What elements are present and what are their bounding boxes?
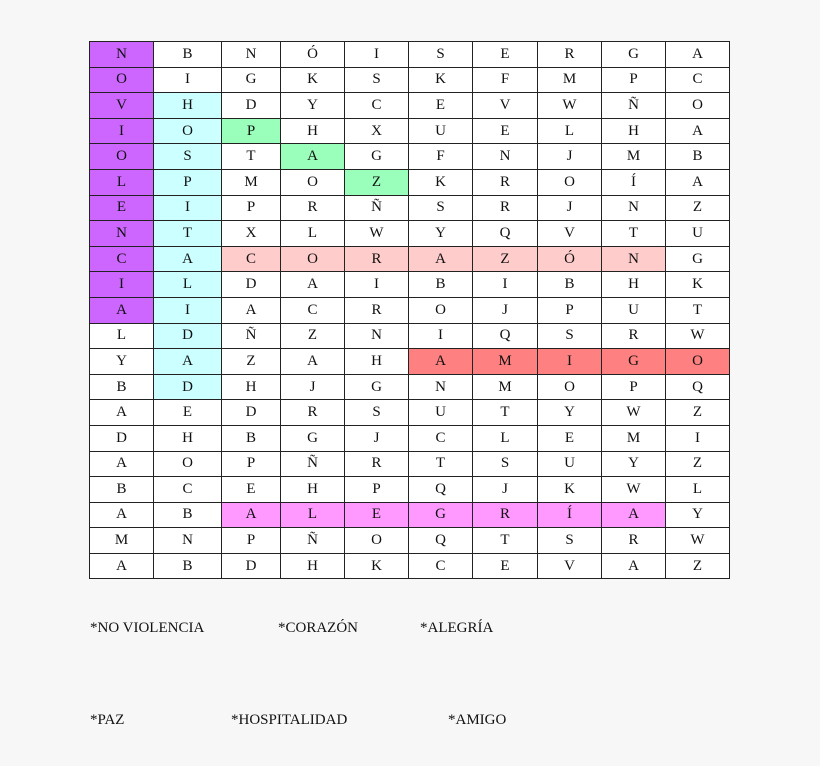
grid-cell: K — [538, 477, 602, 503]
grid-cell: V — [538, 553, 602, 579]
grid-cell: D — [222, 400, 281, 426]
highlighted-cell: V — [90, 93, 154, 119]
grid-cell: P — [602, 374, 666, 400]
grid-cell: N — [222, 42, 281, 68]
word-search-grid — [89, 41, 730, 579]
grid-cell: C — [409, 553, 473, 579]
grid-cell: G — [345, 374, 409, 400]
word-paz: *PAZ — [90, 712, 125, 728]
grid-row — [90, 272, 730, 298]
grid-cell: H — [154, 425, 222, 451]
grid-cell: A — [666, 42, 730, 68]
highlighted-cell: A — [154, 246, 222, 272]
grid-cell: T — [602, 221, 666, 247]
grid-cell: B — [90, 477, 154, 503]
word-amigo: *AMIGO — [448, 712, 507, 728]
grid-row — [90, 400, 730, 426]
grid-cell: R — [281, 400, 345, 426]
word-alegria: *ALEGRÍA — [420, 620, 494, 636]
highlighted-cell: H — [154, 93, 222, 119]
grid-cell: S — [345, 67, 409, 93]
highlighted-cell: O — [666, 349, 730, 375]
highlighted-cell: L — [281, 502, 345, 528]
highlighted-cell: N — [90, 221, 154, 247]
grid-cell: G — [345, 144, 409, 170]
grid-cell: U — [538, 451, 602, 477]
grid-row — [90, 195, 730, 221]
grid-cell: W — [666, 323, 730, 349]
grid-cell: S — [538, 528, 602, 554]
grid-row — [90, 451, 730, 477]
highlighted-cell: N — [90, 42, 154, 68]
grid-cell: A — [281, 272, 345, 298]
grid-cell: J — [345, 425, 409, 451]
highlighted-cell: L — [90, 169, 154, 195]
grid-cell: Ó — [281, 42, 345, 68]
highlighted-cell: M — [473, 349, 538, 375]
grid-cell: M — [222, 169, 281, 195]
grid-cell: Ñ — [281, 528, 345, 554]
grid-cell: R — [345, 297, 409, 323]
grid-cell: M — [602, 144, 666, 170]
highlighted-cell: S — [154, 144, 222, 170]
grid-cell: Z — [666, 195, 730, 221]
highlighted-cell: A — [281, 144, 345, 170]
grid-cell: R — [602, 528, 666, 554]
highlighted-cell: I — [538, 349, 602, 375]
grid-cell: U — [602, 297, 666, 323]
grid-cell: Y — [281, 93, 345, 119]
grid-cell: A — [666, 169, 730, 195]
grid-cell: N — [154, 528, 222, 554]
grid-cell: Q — [409, 528, 473, 554]
highlighted-cell: E — [90, 195, 154, 221]
grid-cell: M — [538, 67, 602, 93]
grid-cell: I — [409, 323, 473, 349]
grid-cell: H — [602, 272, 666, 298]
grid-cell: K — [409, 67, 473, 93]
grid-cell: A — [281, 349, 345, 375]
grid-cell: Y — [409, 221, 473, 247]
grid-cell: V — [473, 93, 538, 119]
grid-cell: B — [222, 425, 281, 451]
grid-cell: Z — [666, 400, 730, 426]
grid-cell: L — [90, 323, 154, 349]
highlighted-cell: O — [90, 144, 154, 170]
grid-cell: O — [281, 169, 345, 195]
grid-cell: C — [409, 425, 473, 451]
grid-row — [90, 553, 730, 579]
grid-row — [90, 118, 730, 144]
highlighted-cell: D — [154, 374, 222, 400]
grid-cell: K — [666, 272, 730, 298]
highlighted-cell: A — [409, 246, 473, 272]
highlighted-cell: Z — [473, 246, 538, 272]
grid-cell: Ñ — [222, 323, 281, 349]
grid-cell: A — [90, 451, 154, 477]
highlighted-cell: C — [90, 246, 154, 272]
highlighted-cell: A — [409, 349, 473, 375]
grid-row — [90, 221, 730, 247]
grid-cell: B — [666, 144, 730, 170]
grid-cell: L — [473, 425, 538, 451]
highlighted-cell: I — [90, 272, 154, 298]
grid-cell: I — [154, 67, 222, 93]
grid-cell: C — [345, 93, 409, 119]
highlighted-cell: A — [222, 502, 281, 528]
grid-cell: Z — [666, 553, 730, 579]
grid-cell: M — [473, 374, 538, 400]
highlighted-cell: D — [154, 323, 222, 349]
grid-row — [90, 42, 730, 68]
grid-cell: E — [473, 118, 538, 144]
grid-cell: L — [666, 477, 730, 503]
grid-cell: T — [473, 528, 538, 554]
grid-cell: L — [538, 118, 602, 144]
grid-cell: M — [602, 425, 666, 451]
highlighted-cell: G — [409, 502, 473, 528]
grid-cell: W — [345, 221, 409, 247]
grid-cell: E — [154, 400, 222, 426]
grid-cell: P — [222, 451, 281, 477]
grid-cell: C — [281, 297, 345, 323]
highlighted-cell: L — [154, 272, 222, 298]
grid-cell: R — [473, 195, 538, 221]
highlighted-cell: Z — [345, 169, 409, 195]
grid-row — [90, 374, 730, 400]
grid-cell: J — [538, 144, 602, 170]
highlighted-cell: A — [602, 502, 666, 528]
grid-cell: U — [409, 400, 473, 426]
highlighted-cell: C — [222, 246, 281, 272]
highlighted-cell: I — [154, 297, 222, 323]
grid-cell: C — [154, 477, 222, 503]
grid-cell: Ñ — [602, 93, 666, 119]
highlighted-cell: P — [222, 118, 281, 144]
grid-cell: F — [473, 67, 538, 93]
highlighted-cell: R — [345, 246, 409, 272]
grid-cell: Ñ — [345, 195, 409, 221]
grid-cell: Ñ — [281, 451, 345, 477]
grid-cell: V — [538, 221, 602, 247]
grid-cell: U — [666, 221, 730, 247]
grid-cell: R — [281, 195, 345, 221]
grid-cell: R — [473, 169, 538, 195]
grid-row — [90, 169, 730, 195]
grid-cell: O — [538, 374, 602, 400]
grid-cell: I — [345, 42, 409, 68]
grid-cell: N — [602, 195, 666, 221]
grid-cell: R — [345, 451, 409, 477]
grid-cell: W — [666, 528, 730, 554]
grid-cell: O — [409, 297, 473, 323]
grid-cell: H — [281, 553, 345, 579]
grid-cell: Z — [666, 451, 730, 477]
grid-cell: D — [222, 553, 281, 579]
grid-cell: E — [473, 553, 538, 579]
grid-cell: C — [666, 67, 730, 93]
grid-cell: O — [666, 93, 730, 119]
grid-cell: O — [538, 169, 602, 195]
grid-row — [90, 502, 730, 528]
grid-cell: Z — [281, 323, 345, 349]
grid-cell: Q — [409, 477, 473, 503]
grid-cell: K — [409, 169, 473, 195]
grid-cell: E — [473, 42, 538, 68]
grid-cell: S — [409, 42, 473, 68]
grid-cell: S — [345, 400, 409, 426]
highlighted-cell: I — [90, 118, 154, 144]
grid-row — [90, 67, 730, 93]
grid-row — [90, 528, 730, 554]
grid-cell: J — [538, 195, 602, 221]
grid-cell: B — [90, 374, 154, 400]
grid-cell: P — [345, 477, 409, 503]
grid-cell: A — [666, 118, 730, 144]
grid-row — [90, 425, 730, 451]
grid-cell: Q — [473, 221, 538, 247]
highlighted-cell: R — [473, 502, 538, 528]
highlighted-cell: I — [154, 195, 222, 221]
highlighted-cell: O — [154, 118, 222, 144]
grid-row — [90, 477, 730, 503]
grid-cell: P — [602, 67, 666, 93]
grid-cell: Y — [538, 400, 602, 426]
grid-cell: A — [90, 502, 154, 528]
grid-cell: O — [154, 451, 222, 477]
grid-cell: H — [345, 349, 409, 375]
highlighted-cell: O — [281, 246, 345, 272]
grid-cell: T — [473, 400, 538, 426]
grid-cell: D — [222, 93, 281, 119]
highlighted-cell: P — [154, 169, 222, 195]
grid-cell: T — [222, 144, 281, 170]
grid-cell: N — [409, 374, 473, 400]
highlighted-cell: N — [602, 246, 666, 272]
grid-cell: A — [90, 400, 154, 426]
grid-cell: I — [666, 425, 730, 451]
grid-cell: W — [602, 400, 666, 426]
grid-cell: T — [409, 451, 473, 477]
grid-cell: Y — [90, 349, 154, 375]
grid-cell: H — [602, 118, 666, 144]
grid-cell: Q — [473, 323, 538, 349]
grid-cell: E — [409, 93, 473, 119]
grid-row — [90, 246, 730, 272]
grid-cell: K — [281, 67, 345, 93]
grid-cell: H — [281, 477, 345, 503]
grid-cell: G — [281, 425, 345, 451]
grid-cell: R — [538, 42, 602, 68]
grid-cell: M — [90, 528, 154, 554]
grid-cell: X — [222, 221, 281, 247]
highlighted-cell: A — [154, 349, 222, 375]
grid-cell: S — [473, 451, 538, 477]
grid-cell: B — [154, 553, 222, 579]
grid-cell: B — [409, 272, 473, 298]
highlighted-cell: O — [90, 67, 154, 93]
highlighted-cell: A — [90, 297, 154, 323]
grid-cell: A — [602, 553, 666, 579]
grid-cell: Y — [602, 451, 666, 477]
grid-cell: G — [602, 42, 666, 68]
grid-cell: E — [538, 425, 602, 451]
grid-cell: J — [473, 297, 538, 323]
grid-cell: I — [345, 272, 409, 298]
grid-cell: J — [473, 477, 538, 503]
word-corazon: *CORAZÓN — [278, 620, 359, 636]
word-no-violencia: *NO VIOLENCIA — [90, 620, 205, 636]
grid-cell: O — [345, 528, 409, 554]
grid-cell: Z — [222, 349, 281, 375]
grid-cell: P — [538, 297, 602, 323]
grid-cell: A — [90, 553, 154, 579]
grid-cell: N — [345, 323, 409, 349]
grid-cell: E — [222, 477, 281, 503]
grid-cell: W — [602, 477, 666, 503]
highlighted-cell: Ó — [538, 246, 602, 272]
grid-row — [90, 93, 730, 119]
highlighted-cell: G — [602, 349, 666, 375]
grid-cell: P — [222, 195, 281, 221]
word-hospitalidad: *HOSPITALIDAD — [231, 712, 348, 728]
grid-cell: B — [154, 42, 222, 68]
grid-cell: S — [538, 323, 602, 349]
grid-cell: W — [538, 93, 602, 119]
grid-cell: K — [345, 553, 409, 579]
grid-cell: P — [222, 528, 281, 554]
grid-cell: R — [602, 323, 666, 349]
grid-cell: U — [409, 118, 473, 144]
grid-cell: T — [666, 297, 730, 323]
grid-cell: G — [222, 67, 281, 93]
grid-cell: Y — [666, 502, 730, 528]
grid-row — [90, 323, 730, 349]
grid-cell: H — [281, 118, 345, 144]
highlighted-cell: Í — [538, 502, 602, 528]
grid-cell: D — [222, 272, 281, 298]
grid-cell: H — [222, 374, 281, 400]
grid-cell: B — [154, 502, 222, 528]
grid-row — [90, 144, 730, 170]
grid-row — [90, 297, 730, 323]
grid-cell: Q — [666, 374, 730, 400]
grid-cell: Í — [602, 169, 666, 195]
grid-cell: N — [473, 144, 538, 170]
highlighted-cell: T — [154, 221, 222, 247]
grid-cell: S — [409, 195, 473, 221]
grid-cell: F — [409, 144, 473, 170]
grid-cell: D — [90, 425, 154, 451]
grid-cell: I — [473, 272, 538, 298]
grid-row — [90, 349, 730, 375]
grid-cell: J — [281, 374, 345, 400]
grid-cell: B — [538, 272, 602, 298]
grid-cell: A — [222, 297, 281, 323]
highlighted-cell: E — [345, 502, 409, 528]
grid-cell: G — [666, 246, 730, 272]
grid-cell: X — [345, 118, 409, 144]
grid-cell: L — [281, 221, 345, 247]
